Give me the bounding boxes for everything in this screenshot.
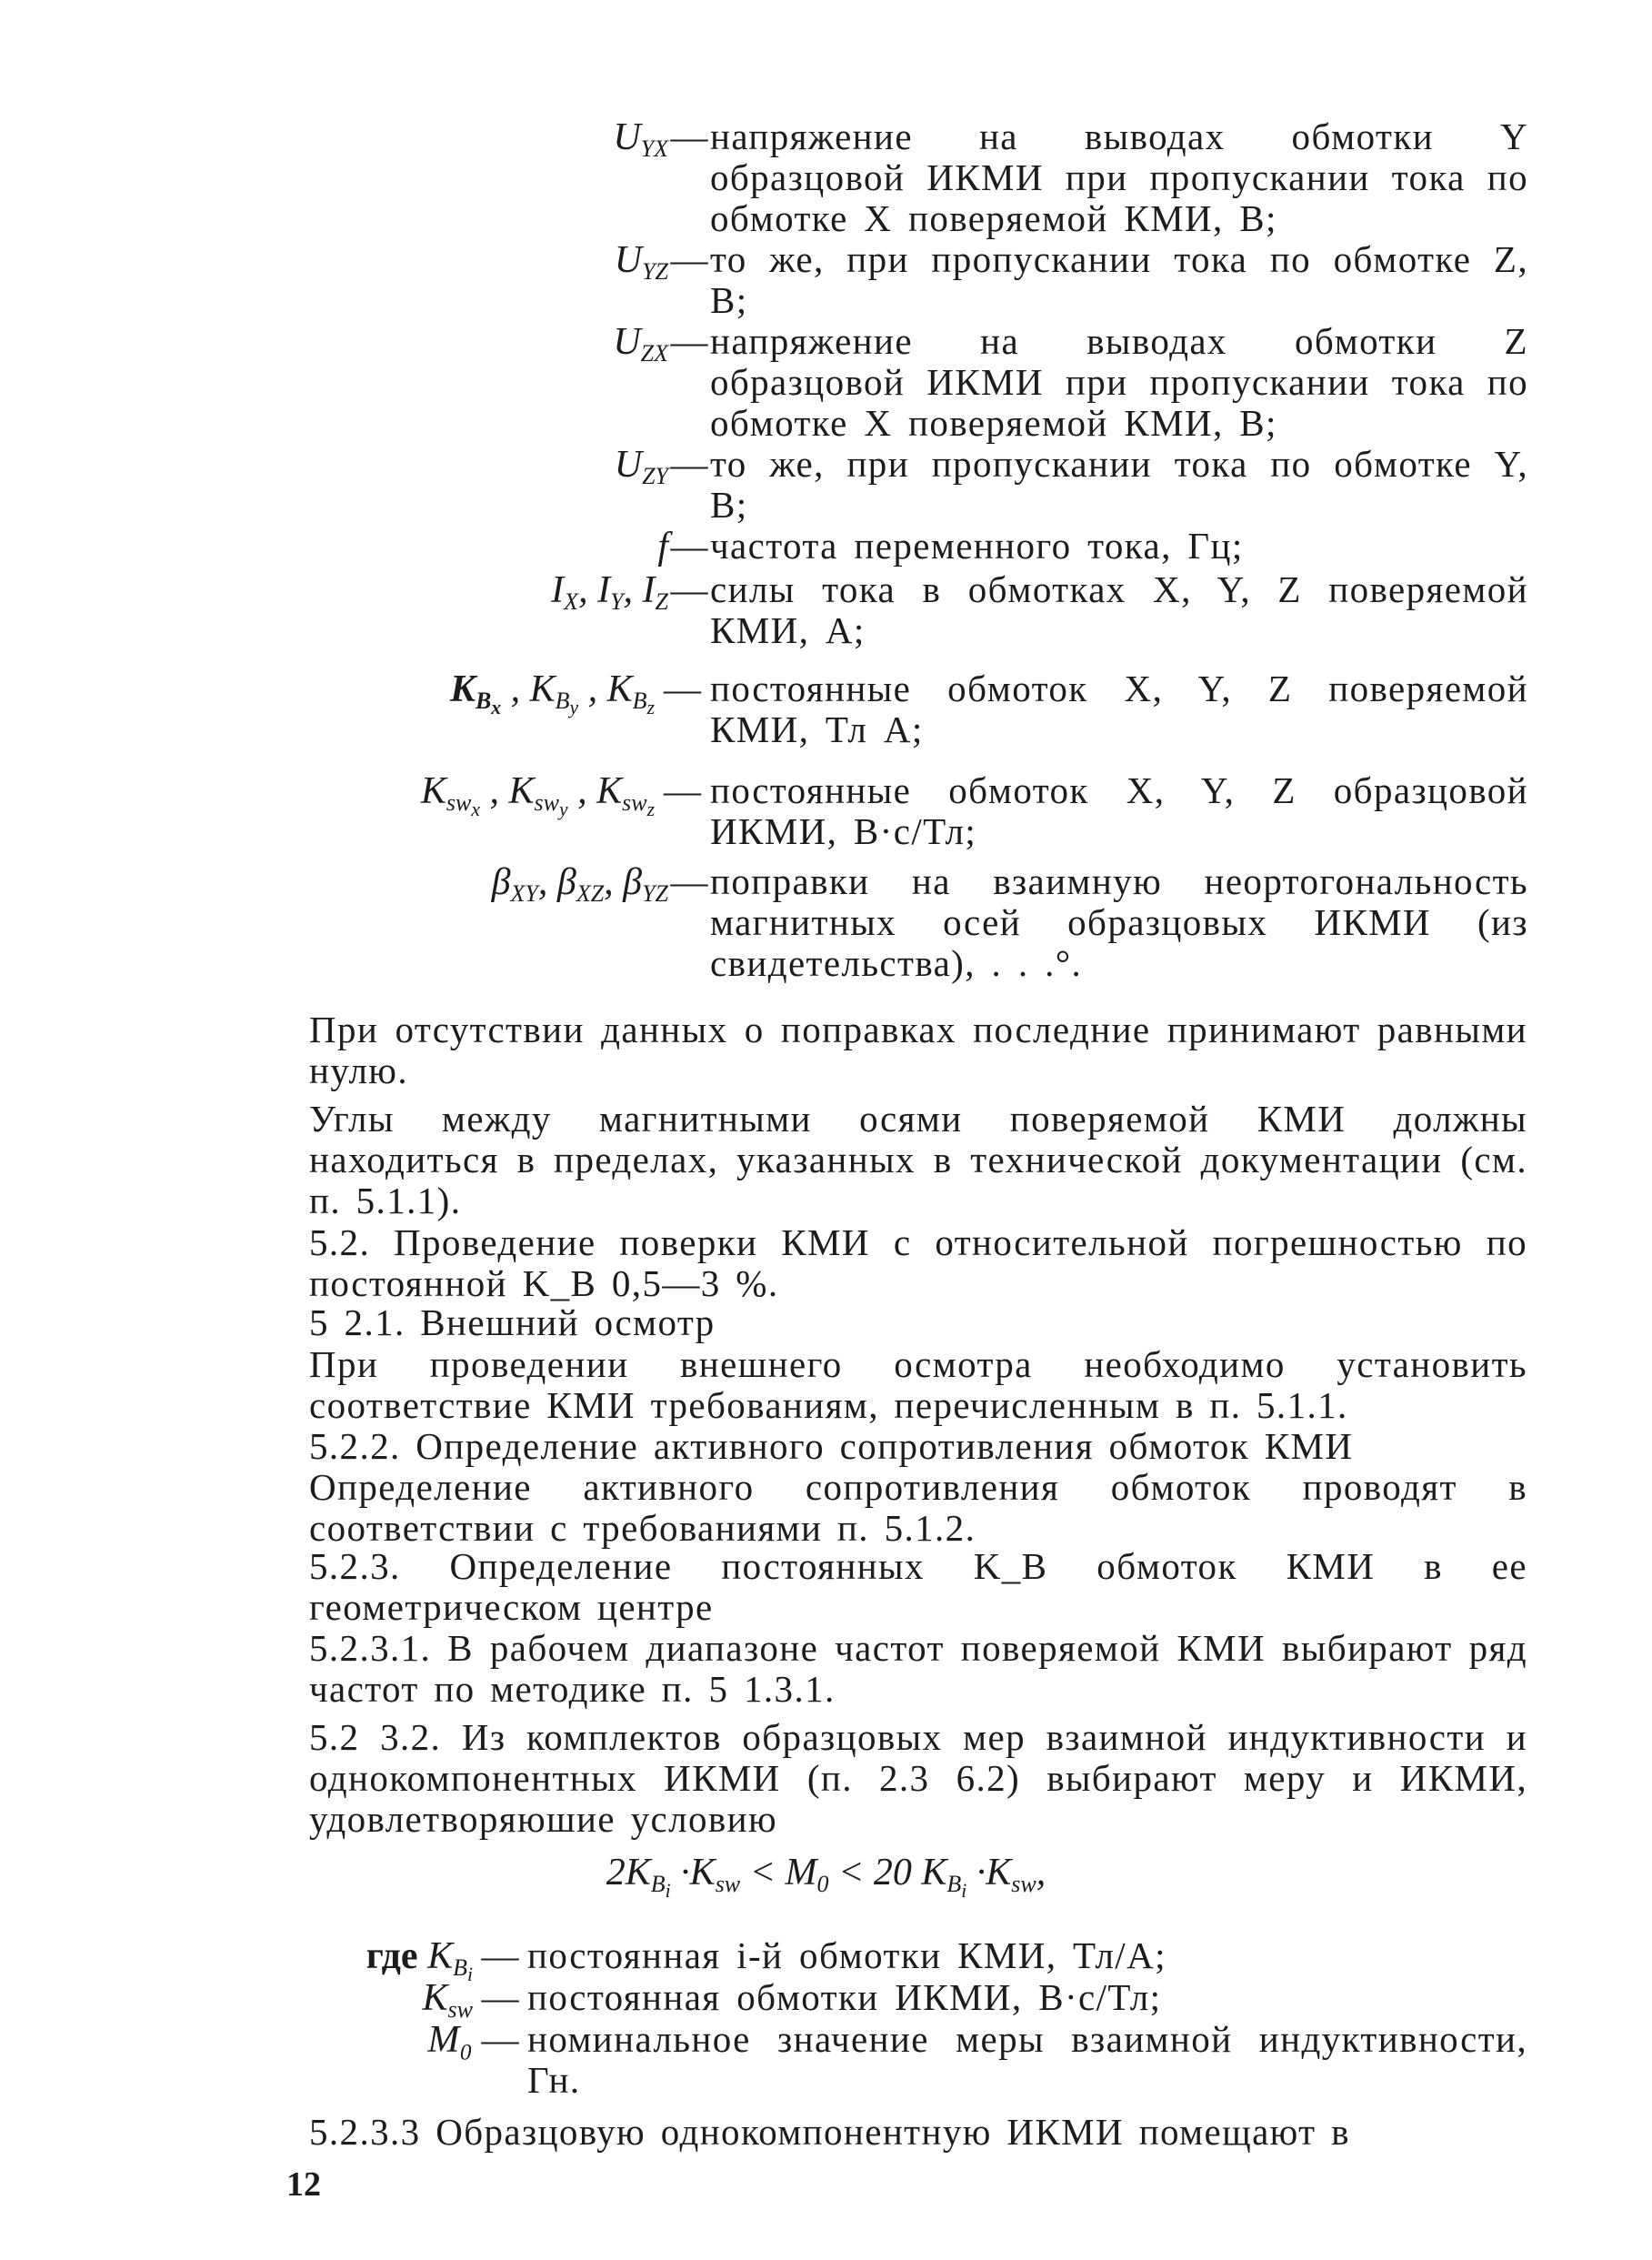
paragraph: 5.2.3.3 Образцовую однокомпонентную ИКМИ помещают в bbox=[309, 2111, 1350, 2153]
definition-symbol: $I_X$, $I_Y$, $I_Z$ bbox=[551, 569, 668, 615]
definition-item: f — частота переменного тока, Гц; bbox=[0, 526, 1652, 569]
definition-symbol: $K_{B_x}$ , $K_{B_y}$ , $K_{B_z}$ bbox=[449, 668, 655, 719]
section-heading: 5.2. Проведение поверки КМИ с относительной погрешностью по постоянной K_B 0,5—3 %. bbox=[309, 1221, 1527, 1304]
legend-text: постоянная обмотки ИКМИ, В·с/Тл; bbox=[527, 1976, 1162, 2018]
legend-symbol: M₀ bbox=[427, 2019, 473, 2061]
definition-item: $U_{ZX}$ — напряжение на выводах обмотки Z образцовой ИКМИ при пропускании тока по обмотке X поверяемой КМИ, В; bbox=[0, 321, 1652, 444]
definition-item: $U_{YX}$ — напряжение на выводах обмотки Y образцовой ИКМИ при пропускании тока по обмотке X поверяемой КМИ, В; bbox=[0, 116, 1652, 198]
page-number: 12 bbox=[286, 2165, 321, 2204]
definition-item: $K_{sw_x}$ , $K_{sw_y}$ , $K_{sw_z}$ — постоянные обмоток X, Y, Z образцовой ИКМИ, В·с/Тл; bbox=[0, 770, 1652, 861]
paragraph: При отсутствии данных о поправках последние принимают равными нулю. bbox=[309, 1009, 1527, 1091]
legend-item: $K_{sw}$ — постоянная обмотки ИКМИ, В·с/Тл; bbox=[0, 1977, 1652, 2019]
definition-item: $K_{B_x}$ , $K_{B_y}$ , $K_{B_z}$ — постоянные обмоток X, Y, Z поверяемой КМИ, Тл А; bbox=[0, 668, 1652, 770]
definition-symbol: f bbox=[657, 526, 668, 568]
definition-text: постоянные обмоток X, Y, Z образцовой ИКМИ, В·с/Тл; bbox=[710, 769, 1528, 852]
definition-symbol: $U_{ZX}$ bbox=[613, 321, 668, 367]
formula: $2K_{B_i} \cdot K_{sw} < M_0 < 20$ $K_{B_i} \cdot K_{sw}$, bbox=[606, 1852, 1046, 1903]
section-heading: 5.2.3. Определение постоянных K_B обмоток КМИ в ее геометрическом центре bbox=[309, 1545, 1527, 1628]
legend-text: постоянная i-й обмотки КМИ, Тл/А; bbox=[527, 1934, 1166, 1976]
definition-item: $\beta_{XY}$, $\beta_{XZ}$, $\beta_{YZ}$ — поправки на взаимную неортогональность магнитных осей образцовых ИКМИ (из свидетельства), . . .°. bbox=[0, 861, 1652, 984]
legend-text: номинальное значение меры взаимной индуктивности, Гн. bbox=[527, 2018, 1527, 2101]
paragraph: 5.2.3.1. В рабочем диапазоне частот поверяемой КМИ выбирают ряд частот по методике п. 5 1.3.1. bbox=[309, 1627, 1527, 1710]
paragraph: При проведении внешнего осмотра необходимо установить соответствие КМИ требованиям, перечисленным в п. 5.1.1. bbox=[309, 1343, 1527, 1426]
definition-text: силы тока в обмотках X, Y, Z поверяемой КМИ, А; bbox=[710, 568, 1528, 651]
definition-text: напряжение на выводах обмотки Z образцовой ИКМИ при пропускании тока по обмотке X поверяемой КМИ, В; bbox=[710, 320, 1528, 444]
definition-text: постоянные обмоток X, Y, Z поверяемой КМИ, Тл А; bbox=[710, 668, 1528, 750]
definition-item: $I_X$, $I_Y$, $I_Z$ — силы тока в обмотках X, Y, Z поверяемой КМИ, А; bbox=[0, 569, 1652, 656]
symbol-definitions bbox=[0, 116, 1652, 984]
definition-item: $U_{YZ}$ — то же, при пропускании тока по обмотке Z, В; bbox=[0, 239, 1652, 321]
legend-item: M₀ — номинальное значение меры взаимной индуктивности, Гн. bbox=[0, 2019, 1652, 2101]
paragraph: 5.2 3.2. Из комплектов образцовых мер взаимной индуктивности и однокомпонентных ИКМИ (п. 2.3 6.2) выбирают меру и ИКМИ, удовлетворяюшие условию bbox=[309, 1716, 1527, 1840]
definition-text: поправки на взаимную неортогональность магнитных осей образцовых ИКМИ (из свидетельства), . . .°. bbox=[710, 860, 1528, 984]
paragraph: Определение активного сопротивления обмоток проводят в соответствии с требованиями п. 5.1.2. bbox=[309, 1466, 1527, 1549]
definition-text: то же, при пропускании тока по обмотке Y, В; bbox=[710, 443, 1528, 526]
definition-text: частота переменного тока, Гц; bbox=[710, 525, 1244, 567]
definition-symbol: $\beta_{XY}$, $\beta_{XZ}$, $\beta_{YZ}$ bbox=[491, 861, 668, 907]
where-word: где bbox=[365, 1935, 418, 1977]
definition-symbol: $U_{YX}$ bbox=[613, 116, 668, 162]
definition-item: $U_{ZY}$ — то же, при пропускании тока по обмотке Y, В; bbox=[0, 444, 1652, 526]
section-heading: 5.2.2. Определение активного сопротивления обмоток КМИ bbox=[309, 1425, 1354, 1467]
definition-symbol: $U_{YZ}$ bbox=[614, 239, 668, 285]
formula-legend bbox=[0, 1935, 1652, 2101]
legend-item: где $K_{B_i}$ — постоянная i-й обмотки КМИ, Тл/А; bbox=[0, 1935, 1652, 1977]
paragraph: Углы между магнитными осями поверяемой КМИ должны находиться в пределах, указанных в технической документации (см. п. 5.1.1). bbox=[309, 1098, 1527, 1221]
section-heading: 5 2.1. Внешний осмотр bbox=[309, 1301, 716, 1343]
definition-symbol: $K_{sw_x}$ , $K_{sw_y}$ , $K_{sw_z}$ bbox=[420, 770, 655, 821]
definition-text: то же, при пропускании тока по обмотке Z, В; bbox=[710, 238, 1528, 321]
definition-text: напряжение на выводах обмотки Y образцовой ИКМИ при пропускании тока по обмотке X поверяемой КМИ, В; bbox=[710, 116, 1528, 239]
definition-symbol: $U_{ZY}$ bbox=[614, 444, 668, 489]
